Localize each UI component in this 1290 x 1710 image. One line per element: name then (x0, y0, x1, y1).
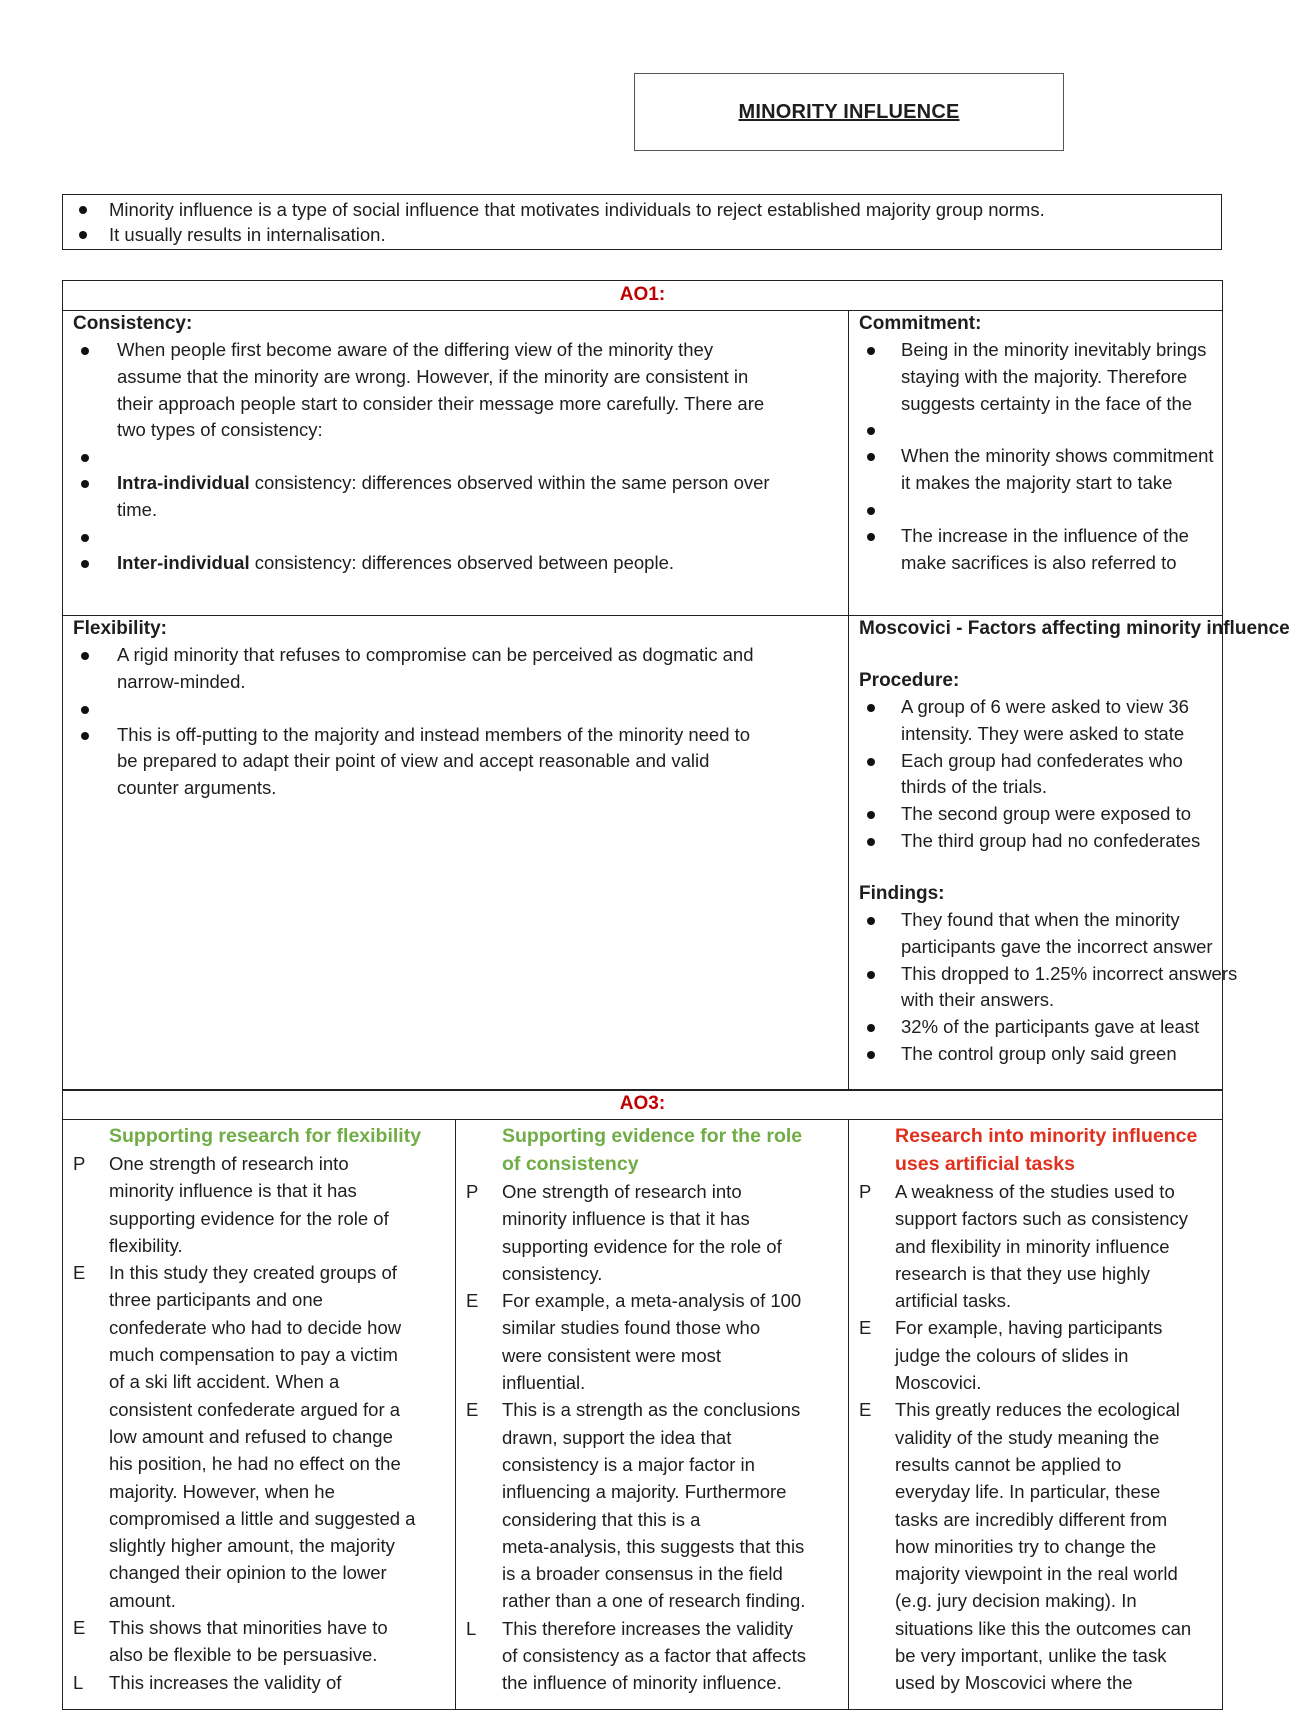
flexibility-bullet: A rigid minority that refuses to compromise can be perceived as dogmatic and narrow-minded. (63, 642, 848, 696)
procedure-bullet: A group of 6 were asked to view 36 intensity. They were asked to state (849, 694, 1222, 748)
intro-item: Minority influence is a type of social influence that motivates individuals to reject established majority group norms. (63, 197, 1221, 222)
findings-label: Findings: (859, 882, 945, 904)
commitment-bullet: When the minority shows commitment it makes the majority start to take (849, 443, 1222, 497)
procedure-bullet: The third group had no confederates (849, 828, 1222, 855)
intra-individual-bullet: Intra-individual consistency: differences observed within the same person over time. (63, 470, 848, 524)
intro-item: It usually results in internalisation. (63, 222, 1221, 247)
pel-evidence: E For example, a meta-analysis of 100 similar studies found those who were consistent were most influential. (466, 1290, 802, 1394)
ao1-heading: AO1: (63, 281, 1223, 311)
bullet-icon (79, 231, 87, 239)
flexibility-bullet: This is off-putting to the majority and instead members of the minority need to be prepared to adapt their point of view and accept reasonable and valid counter arguments. (63, 722, 848, 802)
pel-link: L This increases the validity of (73, 1671, 342, 1693)
ao3-col3-title: Research into minority influence uses artificial tasks (895, 1125, 1198, 1175)
commitment-bullet: The increase in the influence of the make sacrifices is also referred to (849, 523, 1222, 577)
ao3-table (62, 1089, 1223, 1710)
page-title: MINORITY INFLUENCE (738, 100, 960, 123)
ao3-column-artificial-tasks (849, 1120, 1223, 1710)
findings-bullet: This dropped to 1.25% incorrect answers with their answers. (849, 961, 1222, 1015)
commitment-title: Commitment: (859, 313, 982, 334)
pel-explain: E This shows that minorities have to also be flexible to be persuasive. (73, 1617, 388, 1666)
moscovici-title: Moscovici - Factors affecting minority influence (859, 618, 1290, 639)
pel-link: L This therefore increases the validity of consistency as a factor that affects the influence of minority influence. (466, 1617, 807, 1694)
pel-explain: E This greatly reduces the ecological validity of the study meaning the results cannot be applied to everyday life. In particular, these tasks are incredibly different from how minorities try to change the majority viewpoint in the real world (e.g. jury decision making). In situations like this the outcomes can be very important, unlike the task used by Moscovici where the (859, 1399, 1192, 1694)
bullet-icon (79, 206, 87, 214)
pel-point: P One strength of research into minority influence is that it has supporting evidence for the role of consistency. (466, 1181, 782, 1284)
flexibility-cell (63, 616, 849, 1091)
ao1-table (62, 280, 1290, 1091)
flexibility-title: Flexibility: (73, 618, 167, 639)
title-box (634, 73, 1064, 151)
findings-bullet: 32% of the participants gave at least (849, 1014, 1222, 1041)
inter-individual-bullet: Inter-individual consistency: differences observed between people. (63, 550, 848, 577)
ao3-col2-title: Supporting evidence for the role of consistency (502, 1125, 803, 1175)
commitment-cell (849, 311, 1223, 616)
moscovici-cell (849, 616, 1290, 1091)
ao3-col1-title: Supporting research for flexibility (109, 1125, 422, 1147)
intro-box (62, 194, 1222, 250)
pel-point: P A weakness of the studies used to support factors such as consistency and flexibility in minority influence research is that they use highly artificial tasks. (859, 1181, 1189, 1312)
findings-bullet: The control group only said green (849, 1041, 1222, 1068)
pel-point: P One strength of research into minority influence is that it has supporting evidence for the role of flexibility. (73, 1153, 389, 1256)
consistency-cell (63, 311, 849, 616)
ao3-heading: AO3: (63, 1090, 1223, 1120)
procedure-label: Procedure: (859, 670, 960, 691)
pel-explain: E This is a strength as the conclusions drawn, support the idea that consistency is a major factor in influencing a majority. Furthermore considering that this is a meta-analysis, this suggests that this is a broader consensus in the field rather than a one of research finding. (466, 1399, 806, 1612)
pel-evidence: E In this study they created groups of three participants and one confederate who had to decide how much compensation to pay a victim of a ski lift accident. When a consistent confederate argued for a low amount and refused to change his position, he had no effect on the majority. However, when he compromised a little and suggested a slightly higher amount, the majority changed their opinion to the lower amount. (73, 1262, 416, 1611)
findings-bullet: They found that when the minority participants gave the incorrect answer (849, 907, 1222, 961)
consistency-title: Consistency: (73, 313, 193, 334)
consistency-bullet: When people first become aware of the differing view of the minority they assume that the minority are wrong. However, if the minority are consistent in their approach people start to consider their message more carefully. There are two types of consistency: (63, 337, 848, 444)
procedure-bullet: Each group had confederates who thirds of the trials. (849, 748, 1222, 802)
ao3-column-consistency (456, 1120, 849, 1710)
procedure-bullet: The second group were exposed to (849, 801, 1222, 828)
pel-evidence: E For example, having participants judge the colours of slides in Moscovici. (859, 1317, 1163, 1394)
commitment-bullet: Being in the minority inevitably brings staying with the majority. Therefore suggests certainty in the face of the (849, 337, 1222, 417)
ao3-column-flexibility (63, 1120, 456, 1710)
